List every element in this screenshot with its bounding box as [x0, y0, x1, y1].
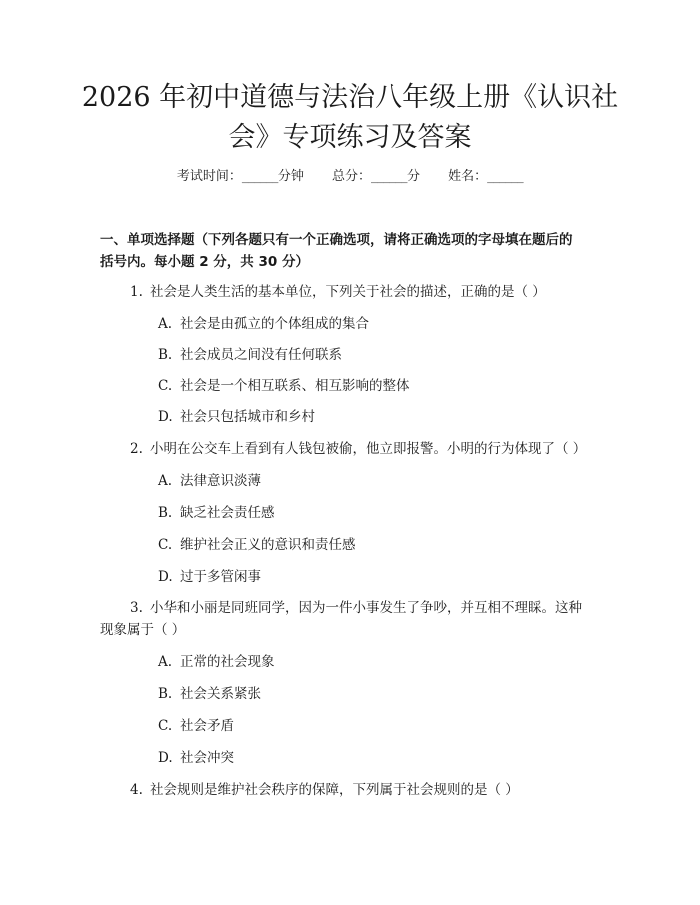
- option-letter: C.: [158, 537, 173, 553]
- question-text: 社会是人类生活的基本单位，下列关于社会的描述，正确的是（ ）: [150, 284, 546, 300]
- student-name-label: 姓名：: [448, 169, 488, 184]
- option-letter: B.: [158, 686, 173, 702]
- option-letter: D.: [158, 569, 173, 585]
- question-text: 社会规则是维护社会秩序的保障，下列属于社会规则的是（ ）: [150, 782, 519, 798]
- question-2-option-a: [158, 471, 261, 491]
- option-text: 过于多管闲事: [180, 569, 261, 585]
- question-number: 4.: [130, 782, 143, 798]
- question-2-option-b: [158, 503, 275, 523]
- question-1-option-c: [158, 376, 410, 396]
- option-letter: B.: [158, 347, 173, 363]
- question-3-option-b: [158, 684, 261, 704]
- option-text: 维护社会正义的意识和责任感: [180, 537, 356, 553]
- question-2: [130, 439, 586, 459]
- question-1: [130, 282, 546, 302]
- question-3-continuation: 现象属于（ ）: [100, 622, 186, 638]
- question-3-option-a: [158, 652, 275, 672]
- option-letter: A.: [158, 316, 173, 332]
- total-score-label: 总分：: [331, 169, 371, 184]
- option-text: 法律意识淡薄: [180, 473, 261, 489]
- question-1-option-d: [158, 407, 315, 427]
- document-title-line-2: 会》专项练习及答案: [228, 122, 472, 153]
- question-3-option-c: [158, 716, 234, 736]
- option-letter: C.: [158, 718, 173, 734]
- total-score-field: [332, 169, 420, 184]
- option-letter: C.: [158, 378, 173, 394]
- exam-time-field: [177, 169, 304, 184]
- document-title-line-1: 2026 年初中道德与法治八年级上册《认识社: [81, 82, 619, 113]
- option-letter: A.: [158, 654, 173, 670]
- option-text: 社会只包括城市和乡村: [180, 409, 315, 425]
- option-letter: A.: [158, 473, 173, 489]
- total-score-unit: 分: [407, 169, 421, 184]
- student-name-field: [448, 169, 523, 184]
- exam-time-label: 考试时间：: [176, 169, 242, 184]
- question-1-option-b: [158, 345, 342, 365]
- question-4: [130, 780, 519, 800]
- question-3-option-d: [158, 748, 234, 768]
- student-name-blank: ______: [487, 169, 524, 184]
- question-2-option-c: [158, 535, 356, 555]
- exam-info-bar: [0, 167, 700, 187]
- question-1-option-a: [158, 314, 369, 334]
- question-text: 小明在公交车上看到有人钱包被偷，他立即报警。小明的行为体现了（ ）: [150, 441, 587, 457]
- option-text: 社会矛盾: [180, 718, 234, 734]
- question-3: [130, 598, 582, 618]
- option-text: 缺乏社会责任感: [180, 505, 275, 521]
- question-number: 3.: [130, 600, 143, 616]
- question-number: 2.: [130, 441, 143, 457]
- exam-time-unit: 分钟: [277, 169, 304, 184]
- option-text: 社会是由孤立的个体组成的集合: [180, 316, 369, 332]
- option-text: 社会关系紧张: [180, 686, 261, 702]
- question-2-option-d: [158, 567, 261, 587]
- section-heading-line-1: 一、单项选择题（下列各题只有一个正确选项，请将正确选项的字母填在题后的: [100, 232, 573, 248]
- option-text: 社会成员之间没有任何联系: [180, 347, 342, 363]
- total-score-blank: ______: [371, 169, 407, 184]
- option-letter: D.: [158, 750, 173, 766]
- option-text: 社会冲突: [180, 750, 234, 766]
- option-text: 社会是一个相互联系、相互影响的整体: [180, 378, 410, 394]
- option-letter: D.: [158, 409, 173, 425]
- option-letter: B.: [158, 505, 173, 521]
- question-text: 小华和小丽是同班同学，因为一件小事发生了争吵，并互相不理睬。这种: [150, 600, 582, 616]
- exam-time-blank: ______: [241, 169, 278, 184]
- section-heading-line-2: 括号内。每小题 2 分，共 30 分）: [100, 254, 309, 270]
- question-number: 1.: [130, 284, 143, 300]
- option-text: 正常的社会现象: [180, 654, 275, 670]
